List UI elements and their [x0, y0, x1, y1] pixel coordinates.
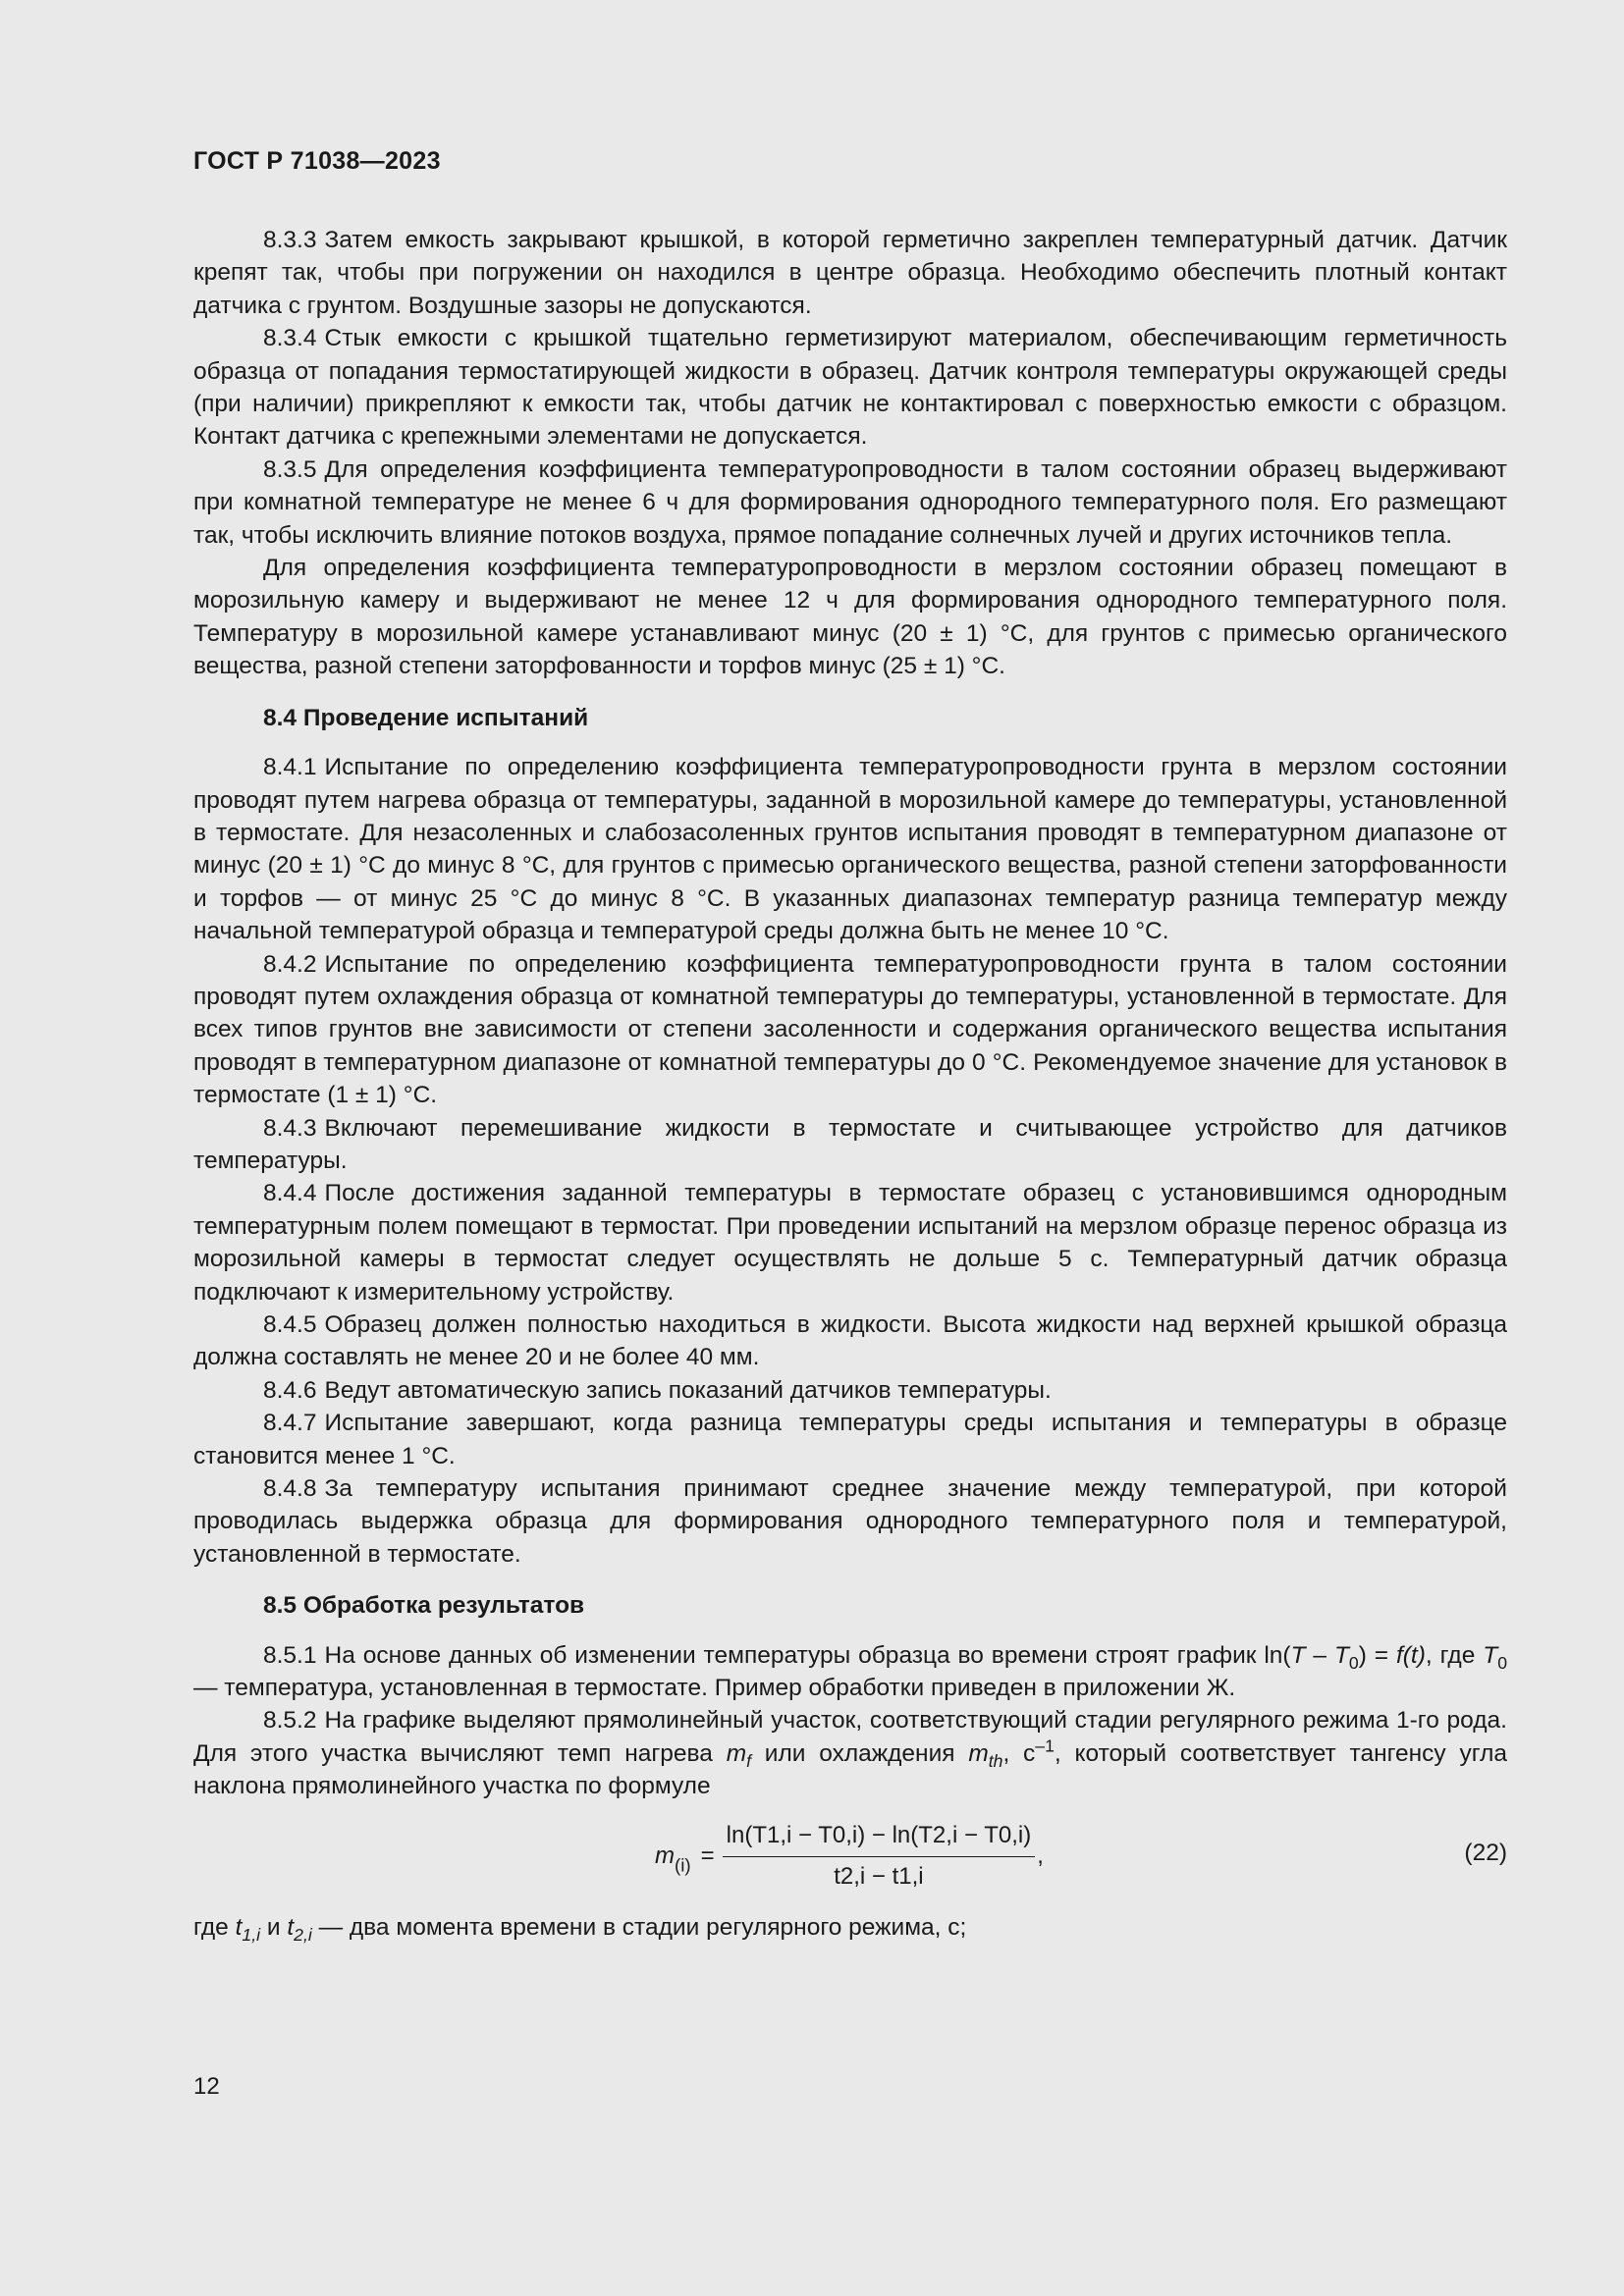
math-var: t: [235, 1913, 243, 1941]
paragraph-8-3-5-cont: [193, 552, 1507, 683]
formula-fraction: [723, 1819, 1036, 1894]
clause-text: Для определения коэффициента температуропроводности в талом состоянии образец выдерживают при комнатной температуре не менее 6 ч для формирования однородного температурного поля. Его размещают так, чтобы исключить влияние потоков воздуха, прямое попадание солнечных лучей и других источников тепла.: [193, 455, 1507, 549]
clause-number: 8.4.8: [263, 1475, 317, 1503]
formula-denominator: t2,i − t1,i: [834, 1863, 924, 1891]
section-heading-8-4: 8.4 Проведение испытаний: [263, 704, 589, 731]
math-sub: 0: [1497, 1652, 1507, 1673]
clause-text: После достижения заданной температуры в термостате образец с установившимся однородным температурным полем помещают в термостат. При проведении испытаний на мерзлом образце перенос образца из морозильной камеры в термостат следует осуществлять не дольше 5 с. Температурный датчик образца подключают к измерительному устройству.: [193, 1180, 1507, 1306]
clause-text: За температуру испытания принимают среднее значение между температурой, при которой проводилась выдержка образца для формирования однородного температурного поля и температурой, установленной в термостате.: [193, 1475, 1507, 1568]
clause-number: 8.4.3: [263, 1114, 317, 1142]
clause-text: , где: [1425, 1641, 1484, 1669]
document-header: ГОСТ Р 71038—2023: [193, 147, 441, 175]
math-var: m: [968, 1739, 989, 1767]
clause-text: На графике выделяют прямолинейный участок, соответствующий стадии регулярного режима 1-го рода. Для этого участка вычисляют темп нагрева: [193, 1707, 1507, 1767]
clause-number: 8.3.4: [263, 325, 317, 352]
clause-text: или охлаждения: [751, 1739, 969, 1767]
math-sup: –1: [1035, 1735, 1055, 1756]
clause-text: ) =: [1358, 1641, 1396, 1669]
clause-number: 8.5.2: [263, 1707, 317, 1735]
paragraph-8-3-3: [193, 224, 1507, 322]
formula-expression: [655, 1819, 1044, 1894]
clause-text: — температура, установленная в термостате. Пример обработки приведен в приложении Ж.: [193, 1675, 1236, 1702]
paragraph-8-4-6: [193, 1374, 1507, 1407]
clause-number: 8.4.5: [263, 1311, 317, 1338]
paragraph-8-5-1: [193, 1639, 1507, 1705]
math-sub: f: [746, 1751, 752, 1772]
formula-comma: ,: [1037, 1842, 1044, 1869]
clause-text: Ведут автоматическую запись показаний датчиков температуры.: [324, 1376, 1052, 1404]
clause-text: Испытание завершают, когда разница температуры среды испытания и температуры в образце становится менее 1 °С.: [193, 1410, 1507, 1469]
clause-number: 8.4.2: [263, 950, 317, 978]
math-var: f(t): [1395, 1641, 1426, 1669]
clause-text: Испытание по определению коэффициента температуропроводности грунта в мерзлом состоянии проводят путем нагрева образца от температуры, заданной в морозильной камере до температуры, установленной в термостате. Для незасоленных и слабозасоленных грунтов испытания проводят в температурном диапазоне от минус (20 ± 1) °С до минус 8 °С, для грунтов с примесью органического вещества, разной степени заторфованности и торфов — от минус 25 °С до минус 8 °С. В указанных диапазонах температур разница температур между начальной температурой образца и температурой среды должна быть не менее 10 °С.: [193, 754, 1507, 945]
clause-text: Включают перемешивание жидкости в термостате и считывающее устройство для датчиков температуры.: [193, 1114, 1507, 1174]
clause-text: Испытание по определению коэффициента температуропроводности грунта в талом состоянии проводят путем охлаждения образца от комнатной температуры до температуры, установленной в термостате. Для всех типов грунтов вне зависимости от степени засоленности и содержания органического вещества испытания проводят в температурном диапазоне от комнатной температуры до 0 °С. Рекомендуемое значение для установок в термостате (1 ± 1) °С.: [193, 950, 1507, 1109]
document-body: [193, 224, 1507, 1944]
math-var: T: [1333, 1641, 1349, 1669]
paragraph-8-5-2: [193, 1704, 1507, 1802]
clause-number: 8.5.1: [263, 1641, 317, 1669]
clause-text: , который соответствует тангенсу угла наклона прямолинейного участка по формуле: [193, 1739, 1508, 1800]
math-var: T: [1483, 1641, 1498, 1669]
equation-number: (22): [1464, 1839, 1507, 1866]
math-sub: 1,i: [242, 1924, 261, 1945]
clause-text: где: [193, 1913, 236, 1941]
clause-text: — два момента времени в стадии регулярного режима, с;: [311, 1913, 967, 1941]
formula-numerator: ln(T1,i − T0,i) − ln(T2,i − T0,i): [723, 1819, 1036, 1857]
clause-number: 8.4.4: [263, 1180, 317, 1207]
math-var: t: [287, 1913, 295, 1941]
math-sub: 0: [1348, 1652, 1359, 1673]
clause-number: 8.3.3: [263, 227, 317, 253]
formula-explanation: [193, 1911, 1507, 1944]
formula-lhs: [655, 1840, 691, 1876]
clause-text: На основе данных об изменении температуры образца во времени строят график ln(: [324, 1641, 1291, 1669]
paragraph-8-4-4: [193, 1177, 1507, 1308]
page-number: 12: [193, 2073, 220, 2100]
math-op: –: [1305, 1641, 1334, 1669]
clause-text: Стык емкости с крышкой тщательно герметизируют материалом, обеспечивающим герметичность образца от попадания термостатирующей жидкости в образец. Датчик контроля температуры окружающей среды (при наличии) прикрепляют к емкости так, чтобы датчик не контактировал с поверхностью емкости с образцом. Контакт датчика с крепежными элементами не допускается.: [193, 325, 1507, 451]
clause-number: 8.4.7: [263, 1410, 317, 1437]
clause-number: 8.4.1: [263, 754, 317, 781]
math-var: m: [726, 1739, 747, 1767]
paragraph-8-3-4: [193, 322, 1507, 454]
clause-text: , с: [1002, 1739, 1036, 1767]
clause-number: 8.4.6: [263, 1376, 317, 1404]
paragraph-8-3-5: [193, 454, 1507, 552]
math-sub: 2,i: [294, 1924, 312, 1945]
paragraph-8-4-1: [193, 751, 1507, 947]
clause-text: Затем емкость закрывают крышкой, в которой герметично закреплен температурный датчик. Датчик крепят так, чтобы при погружении он находился в центре образца. Необходимо обеспечить плотный контакт датчика с грунтом. Воздушные зазоры не допускаются.: [193, 227, 1507, 319]
math-var: m: [655, 1842, 675, 1869]
clause-text: Для определения коэффициента температуропроводности в мерзлом состоянии образец помещают в морозильную камеру и выдерживают не менее 12 ч для формирования однородного температурного поля. Температуру в морозильной камере устанавливают минус (20 ± 1) °С, для грунтов с примесью органического вещества, разной степени заторфованности и торфов минус (25 ± 1) °С.: [193, 555, 1507, 680]
clause-number: 8.3.5: [263, 455, 317, 483]
clause-text: и: [260, 1913, 288, 1941]
math-var: T: [1290, 1641, 1306, 1669]
paragraph-8-4-5: [193, 1308, 1507, 1374]
paragraph-8-4-3: [193, 1112, 1507, 1178]
clause-text: Образец должен полностью находиться в жидкости. Высота жидкости над верхней крышкой образца должна составлять не менее 20 и не более 40 мм.: [193, 1311, 1507, 1371]
section-heading-8-5: 8.5 Обработка результатов: [263, 1592, 585, 1620]
formula-equals: =: [700, 1842, 715, 1869]
paragraph-8-4-8: [193, 1472, 1507, 1571]
formula-22: [193, 1811, 1507, 1892]
paragraph-8-4-7: [193, 1407, 1507, 1472]
paragraph-8-4-2: [193, 948, 1507, 1112]
math-sub: (i): [675, 1854, 691, 1876]
math-sub: th: [988, 1751, 1003, 1772]
